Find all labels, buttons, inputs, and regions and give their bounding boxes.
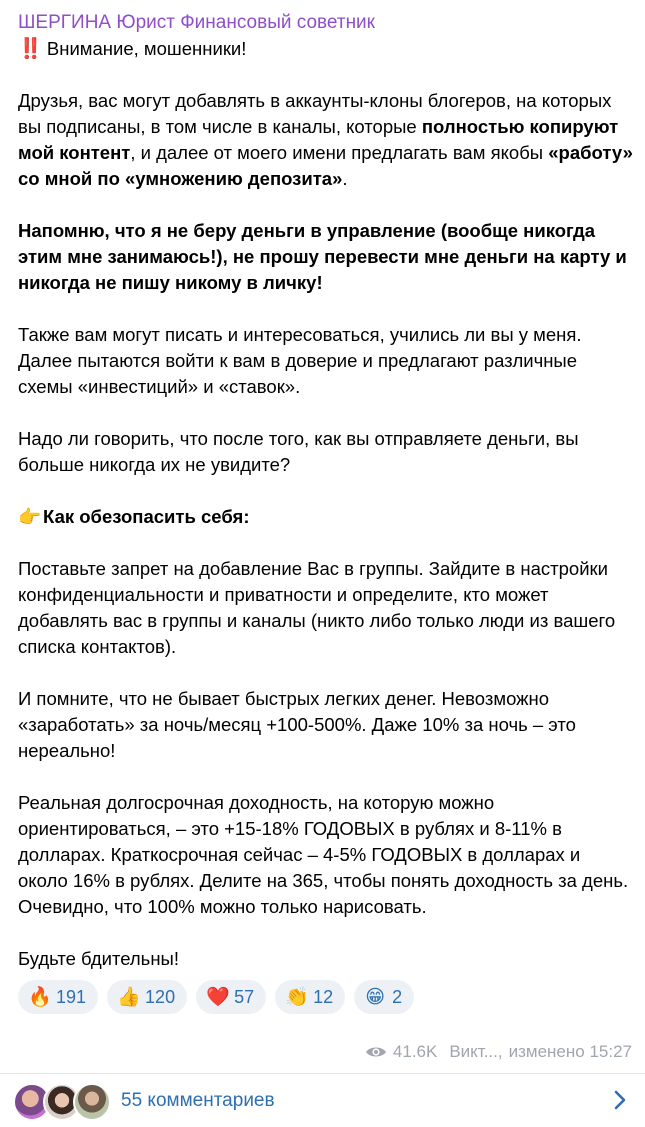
reaction-fire[interactable] — [18, 980, 98, 1014]
avatar — [73, 1083, 111, 1121]
clap-icon: 👏 — [285, 987, 309, 1008]
post-meta — [365, 1041, 632, 1063]
eye-icon — [365, 1045, 387, 1059]
commenter-avatars — [13, 1083, 113, 1119]
pointing-hand-icon: 👉 — [18, 506, 42, 527]
edited-time: изменено 15:27 — [508, 1042, 632, 1061]
reactions-bar — [18, 980, 633, 1014]
comments-button[interactable] — [0, 1074, 645, 1127]
author-signature: Викт..., — [449, 1042, 503, 1061]
fire-icon: 🔥 — [28, 987, 52, 1008]
paragraph-5: Поставьте запрет на добавление Вас в группы. Зайдите в настройки конфиденциальности и приватности и определите, кто может добавлять вас в группы и каналы (никто либо только люди из вашего списка контактов). — [18, 558, 616, 657]
comments-count-label: 55 комментариев — [121, 1089, 275, 1111]
heading-line — [18, 504, 633, 530]
reaction-grin[interactable] — [354, 980, 414, 1014]
views-count: 41.6K — [392, 1042, 438, 1061]
reaction-heart[interactable] — [196, 980, 266, 1014]
reaction-count: 2 — [392, 986, 403, 1007]
reaction-count: 191 — [56, 986, 87, 1007]
paragraph-4: Надо ли говорить, что после того, как вы отправляете деньги, вы больше никогда их не увидите? — [18, 428, 579, 475]
heart-icon: ❤️ — [206, 987, 230, 1008]
p1-text-e: . — [342, 168, 348, 189]
chevron-right-icon — [613, 1089, 627, 1111]
paragraph-1 — [18, 88, 633, 192]
message-text — [18, 36, 633, 972]
paragraph-6: И помните, что не бывает быстрых легких денег. Невозможно «заработать» за ночь/месяц +100-500%. Даже 10% за ночь – это нереально! — [18, 688, 576, 761]
paragraph-8: Будьте бдительны! — [18, 948, 179, 969]
paragraph-2 — [18, 218, 633, 296]
channel-name[interactable]: ШЕРГИНА Юрист Финансовый советник — [18, 12, 375, 33]
reaction-thumbs-up[interactable] — [107, 980, 187, 1014]
p1-text-c: , и далее от моего имени предлагать вам якобы — [130, 142, 549, 163]
thumbs-up-icon: 👍 — [117, 987, 141, 1008]
paragraph-3: Также вам могут писать и интересоваться, учились ли вы у меня. Далее пытаются войти к вам в доверие и предлагают различные схемы «инвестиций» и «ставок». — [18, 324, 582, 397]
p2-bold: Напомню, что я не беру деньги в управление (вообще никогда этим мне занимаюсь!), не прошу перевести мне деньги на карту и никогда не пишу никому в личку! — [18, 220, 627, 293]
alert-line — [18, 36, 633, 62]
p1-bold-d: «работу» со мной по «умножению депозита» — [18, 142, 633, 189]
double-exclamation-icon: ‼️ — [18, 38, 41, 60]
reaction-count: 57 — [234, 986, 255, 1007]
reaction-clap[interactable] — [275, 980, 345, 1014]
grin-icon: 😁 — [365, 986, 386, 1008]
alert-text: Внимание, мошенники! — [46, 38, 247, 59]
p1-text-a: Друзья, вас могут добавлять в аккаунты-клоны блогеров, на которых вы подписаны, в том числе в каналы, которые — [18, 90, 612, 137]
reaction-count: 120 — [145, 986, 176, 1007]
p1-bold-b: полностью копируют мой контент — [18, 116, 619, 163]
paragraph-7: Реальная долгосрочная доходность, на которую можно ориентироваться, – это +15-18% ГОДОВЫХ в рублях и 8-11% в долларах. Краткосрочная сейчас – 4-5% ГОДОВЫХ в долларах и около 16% в рублях. Делите на 365, чтобы понять доходность за день. Очевидно, что 100% можно только нарисовать. — [18, 792, 629, 917]
reaction-count: 12 — [313, 986, 334, 1007]
section-heading: Как обезопасить себя: — [43, 506, 250, 527]
